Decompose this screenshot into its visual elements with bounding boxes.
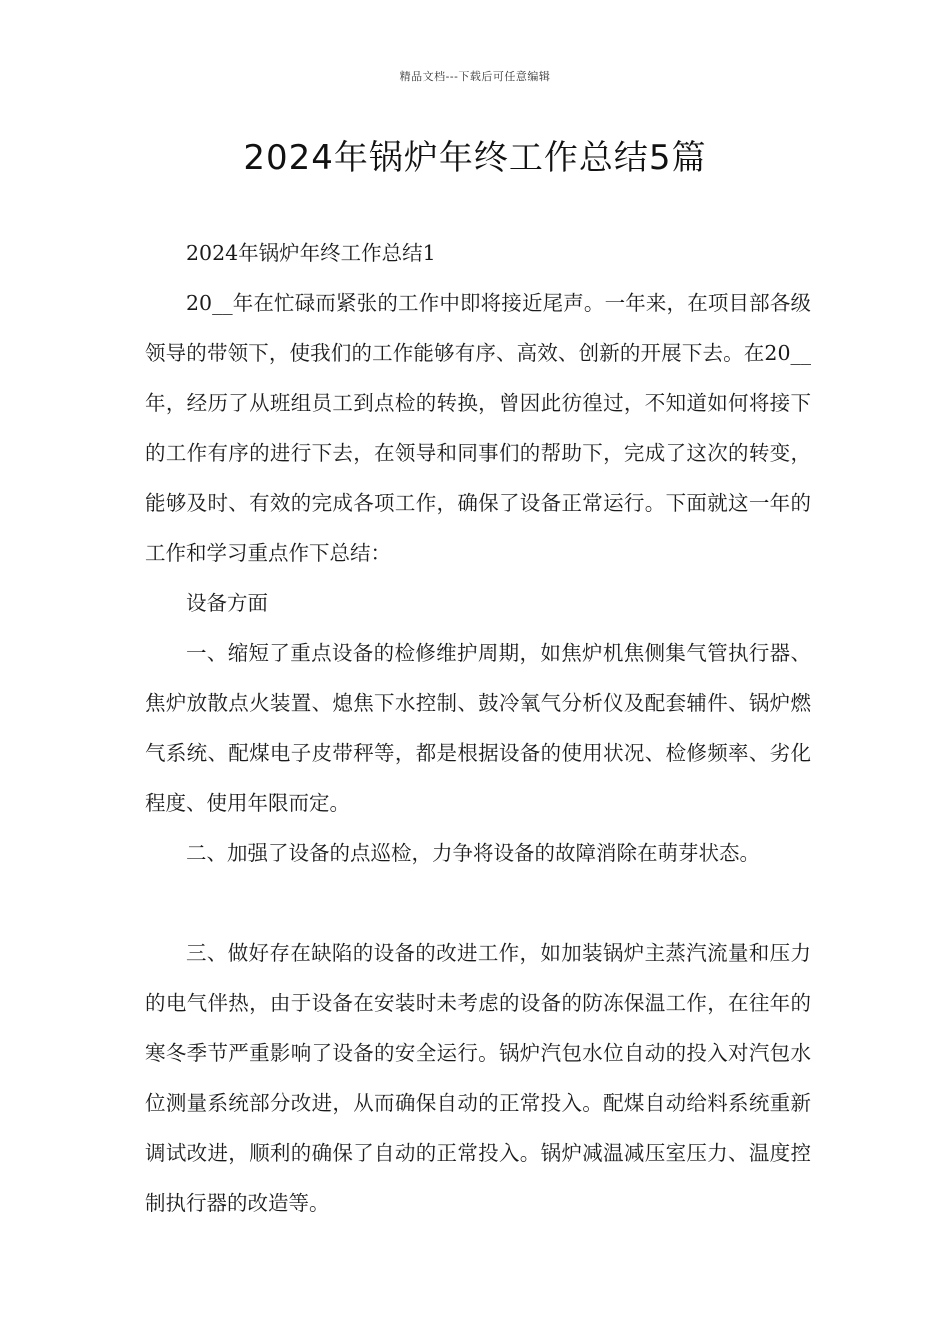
document-title: 2024年锅炉年终工作总结5篇 xyxy=(243,138,707,178)
paragraph-item-2: 二、加强了设备的点巡检，力争将设备的故障消除在萌芽状态。 xyxy=(186,841,760,865)
paragraph-item-3: 三、做好存在缺陷的设备的改进工作，如加装锅炉主蒸汽流量和压力的电气伴热，由于设备在安装时未考虑的设备的防冻保温工作，在往年的寒冬季节严重影响了设备的安全运行。锅炉汽包水位自动的投入对汽包水位测量系统部分改进，从而确保自动的正常投入。配煤自动给料系统重新调试改进，顺利的确保了自动的正常投入。锅炉减温减压室压力、温度控制执行器的改造等。 xyxy=(145,941,811,1215)
document-body xyxy=(145,228,811,1228)
paragraph-item-1: 一、缩短了重点设备的检修维护周期，如焦炉机焦侧集气管执行器、焦炉放散点火装置、熄焦下水控制、鼓冷氧气分析仪及配套辅件、锅炉燃气系统、配煤电子皮带秤等，都是根据设备的使用状况、检修频率、劣化程度、使用年限而定。 xyxy=(145,641,811,815)
section-heading-1: 2024年锅炉年终工作总结1 xyxy=(186,241,436,265)
section-heading-equipment: 设备方面 xyxy=(186,591,268,615)
paragraph-intro: 20__年在忙碌而紧张的工作中即将接近尾声。一年来，在项目部各级领导的带领下，使我们的工作能够有序、高效、创新的开展下去。在20__年，经历了从班组员工到点检的转换，曾因此彷徨过，不知道如何将接下的工作有序的进行下去，在领导和同事们的帮助下，完成了这次的转变，能够及时、有效的完成各项工作，确保了设备正常运行。下面就这一年的工作和学习重点作下总结： xyxy=(145,291,811,565)
header-note: 精品文档---下载后可任意编辑 xyxy=(399,70,551,83)
